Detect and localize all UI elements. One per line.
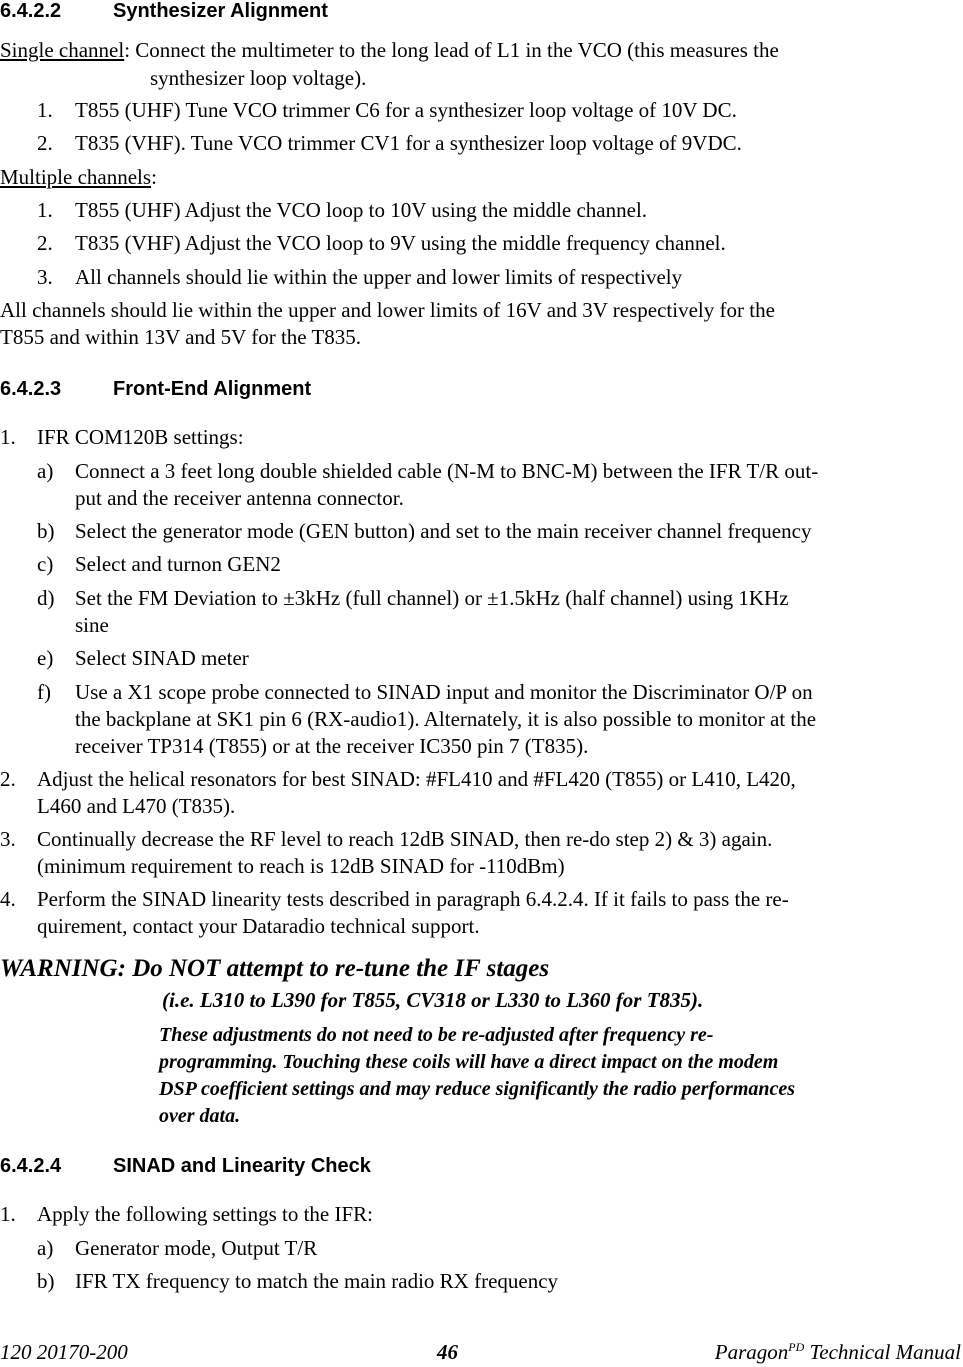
warning-heading: WARNING: Do NOT attempt to re-tune the IF stages: [0, 955, 550, 982]
section-title: Synthesizer Alignment: [113, 0, 328, 22]
sub-list-letter: d): [37, 586, 55, 610]
section-number: 6.4.2.2: [0, 0, 62, 22]
multiple-channels-line: [0, 165, 157, 190]
list-item: Continually decrease the RF level to reach 12dB SINAD, then re-do step 2) & 3) again.: [37, 827, 773, 851]
list-item: Apply the following settings to the IFR:: [37, 1202, 373, 1226]
sub-list-item: Select SINAD meter: [75, 646, 249, 670]
single-channel-line: [0, 38, 779, 63]
multiple-channels-colon: :: [151, 165, 157, 189]
warning-subheading: (i.e. L310 to L390 for T855, CV318 or L330 to L360 for T835).: [162, 988, 704, 1012]
sub-list-item-cont: receiver TP314 (T855) or at the receiver IC350 pin 7 (T835).: [75, 734, 589, 758]
list-number: 2.: [0, 767, 16, 791]
sub-list-item-cont: the backplane at SK1 pin 6 (RX-audio1). Alternately, it is also possible to monitor at the: [75, 707, 817, 731]
list-item-cont: L460 and L470 (T835).: [37, 794, 236, 818]
multiple-channels-label: Multiple channels: [0, 165, 152, 189]
paragraph-line: All channels should lie within the upper and lower limits of 16V and 3V respectively for the: [0, 298, 775, 322]
list-number: 4.: [0, 887, 16, 911]
list-item: T855 (UHF) Adjust the VCO loop to 10V using the middle channel.: [75, 198, 648, 222]
list-item: All channels should lie within the upper and lower limits of respectively: [75, 265, 683, 289]
list-item: Adjust the helical resonators for best SINAD: #FL410 and #FL420 (T855) or L410, L420,: [37, 767, 796, 791]
list-number: 3.: [0, 827, 16, 851]
warning-text: over data.: [159, 1105, 241, 1127]
sub-list-item: Select and turnon GEN2: [75, 552, 281, 576]
sub-list-item: Select the generator mode (GEN button) and set to the main receiver channel frequency: [75, 519, 812, 543]
sub-list-item: Connect a 3 feet long double shielded cable (N-M to BNC-M) between the IFR T/R out-: [75, 459, 819, 483]
sub-list-item: Set the FM Deviation to ±3kHz (full channel) or ±1.5kHz (half channel) using 1KHz: [75, 586, 789, 610]
list-number: 1.: [0, 425, 16, 449]
section-title: Front-End Alignment: [113, 378, 312, 400]
sub-list-letter: a): [37, 459, 54, 483]
list-number: 3.: [37, 265, 53, 289]
sub-list-item-cont: put and the receiver antenna connector.: [75, 486, 404, 510]
section-number: 6.4.2.3: [0, 378, 62, 400]
sub-list-item-cont: sine: [75, 613, 109, 637]
paragraph-line: T855 and within 13V and 5V for the T835.: [0, 325, 362, 349]
sub-list-item: Generator mode, Output T/R: [75, 1236, 318, 1260]
single-channel-text: : Connect the multimeter to the long lead of L1 in the VCO (this measures the: [124, 38, 779, 62]
list-item: Perform the SINAD linearity tests described in paragraph 6.4.2.4. If it fails to pass the re-: [37, 887, 789, 911]
single-channel-label: Single channel: [0, 38, 125, 62]
list-item: T835 (VHF). Tune VCO trimmer CV1 for a synthesizer loop voltage of 9VDC.: [75, 131, 742, 155]
footer-manual: Technical Manual: [804, 1340, 961, 1364]
footer-brand: Paragon: [714, 1340, 789, 1364]
sub-list-item: IFR TX frequency to match the main radio RX frequency: [75, 1269, 559, 1293]
sub-list-item: Use a X1 scope probe connected to SINAD input and monitor the Discriminator O/P on: [75, 680, 813, 704]
warning-text: DSP coefficient settings and may reduce significantly the radio performances: [159, 1078, 796, 1100]
sub-list-letter: f): [37, 680, 51, 704]
sub-list-letter: e): [37, 646, 54, 670]
sub-list-letter: a): [37, 1236, 54, 1260]
single-channel-text-cont: synthesizer loop voltage).: [150, 66, 367, 90]
warning-text: programming. Touching these coils will have a direct impact on the modem: [159, 1051, 779, 1073]
sub-list-letter: b): [37, 1269, 55, 1293]
list-number: 2.: [37, 231, 53, 255]
list-item-cont: quirement, contact your Dataradio technical support.: [37, 914, 480, 938]
section-number: 6.4.2.4: [0, 1155, 62, 1177]
sub-list-letter: c): [37, 552, 54, 576]
footer-manual-title: [715, 1340, 961, 1365]
list-number: 1.: [0, 1202, 16, 1226]
list-number: 1.: [37, 98, 53, 122]
footer-page-number: 46: [437, 1340, 458, 1364]
warning-text: These adjustments do not need to be re-adjusted after frequency re-: [159, 1024, 714, 1046]
list-item: T835 (VHF) Adjust the VCO loop to 9V using the middle frequency channel.: [75, 231, 726, 255]
footer-doc-number: 120 20170-200: [0, 1340, 128, 1364]
list-number: 2.: [37, 131, 53, 155]
list-item: IFR COM120B settings:: [37, 425, 244, 449]
section-title: SINAD and Linearity Check: [113, 1155, 371, 1177]
footer-brand-sup: PD: [788, 1340, 805, 1354]
list-item: T855 (UHF) Tune VCO trimmer C6 for a synthesizer loop voltage of 10V DC.: [75, 98, 737, 122]
list-item-cont: (minimum requirement to reach is 12dB SINAD for -110dBm): [37, 854, 565, 878]
list-number: 1.: [37, 198, 53, 222]
sub-list-letter: b): [37, 519, 55, 543]
